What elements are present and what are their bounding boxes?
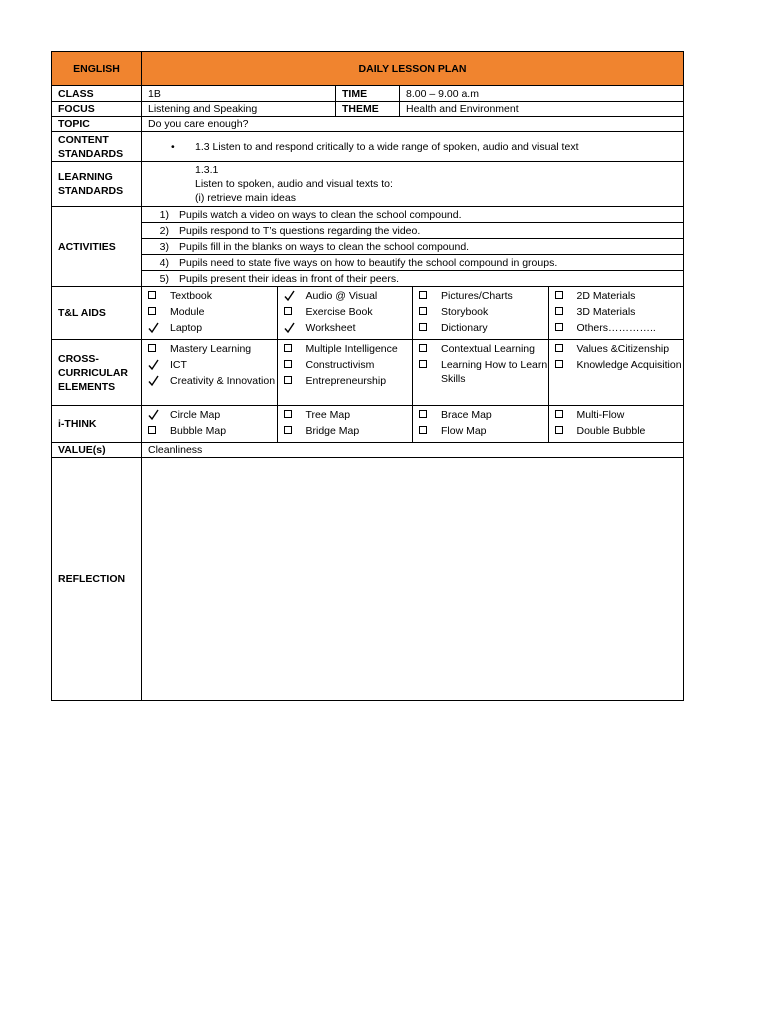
cross-curricular-label (52, 340, 142, 406)
activities-list (142, 207, 684, 287)
content-standards-label (52, 132, 142, 162)
checklist-option-label: Storybook (441, 306, 489, 318)
checkmark-icon[interactable] (148, 359, 159, 371)
checklist-option-label: ICT (170, 359, 187, 371)
checkbox-empty-icon[interactable] (419, 359, 430, 371)
checklist-option-label: 3D Materials (576, 306, 636, 318)
tl-aids-column (142, 287, 277, 339)
learning-standards-value (142, 162, 684, 207)
checklist-option-label: 2D Materials (576, 290, 636, 302)
checkbox-empty-icon[interactable] (419, 290, 430, 302)
checkbox-empty-icon[interactable] (284, 343, 295, 355)
activity-text: Pupils respond to T’s questions regarding the video. (179, 224, 421, 237)
cross-curricular-column (412, 340, 548, 405)
learning-standard-sub: (i) retrieve main ideas (195, 192, 296, 204)
checkbox-empty-icon[interactable] (555, 343, 566, 355)
learning-standard-code: 1.3.1 (195, 164, 219, 176)
checklist-option-label: Double Bubble (576, 425, 646, 437)
checklist-option[interactable] (284, 289, 413, 305)
checklist-option[interactable] (555, 424, 684, 440)
checklist-option[interactable] (284, 342, 413, 358)
cross-curricular-label-line: ELEMENTS (58, 380, 116, 393)
checkbox-empty-icon[interactable] (419, 343, 430, 355)
content-standards-label-line: CONTENT (58, 133, 109, 146)
cross-curricular-column (548, 340, 684, 405)
bullet: • (171, 140, 175, 153)
checklist-option[interactable] (555, 305, 684, 321)
activity-number: 4) (159, 256, 169, 269)
checklist-option[interactable] (284, 321, 413, 337)
learning-standards-label (52, 162, 142, 207)
reflection-label: REFLECTION (52, 458, 142, 701)
ithink-label: i-THINK (52, 406, 142, 443)
checklist-option[interactable] (419, 408, 548, 424)
checklist-option[interactable] (148, 424, 277, 440)
checklist-option[interactable] (419, 305, 548, 321)
tl-aids-label: T&L AIDS (52, 287, 142, 340)
tl-aids-column (412, 287, 548, 339)
checklist-option-label: Learning How to Learn Skills (441, 359, 548, 385)
checkbox-empty-icon[interactable] (284, 359, 295, 371)
activity-item (142, 239, 683, 255)
checklist-option[interactable] (284, 408, 413, 424)
activity-number: 2) (159, 224, 169, 237)
checklist-option-label: Entrepreneurship (305, 375, 387, 387)
checklist-option[interactable] (284, 358, 413, 374)
activity-item (142, 255, 683, 271)
activity-text: Pupils fill in the blanks on ways to clean the school compound. (179, 240, 470, 253)
focus-label: FOCUS (52, 102, 142, 117)
checklist-option[interactable] (284, 305, 413, 321)
checkbox-empty-icon[interactable] (148, 343, 159, 355)
time-label: TIME (336, 86, 400, 102)
checklist-option-label: Laptop (170, 322, 203, 334)
ithink-column (142, 406, 277, 442)
checklist-option[interactable] (148, 374, 277, 390)
checklist-option-label: Circle Map (170, 409, 221, 421)
activity-item (142, 223, 683, 239)
reflection-area (142, 458, 684, 701)
activity-item (142, 271, 683, 286)
checkbox-empty-icon[interactable] (555, 359, 566, 371)
ithink-column (412, 406, 548, 442)
focus-value: Listening and Speaking (142, 102, 336, 117)
checkbox-empty-icon[interactable] (148, 290, 159, 302)
checkbox-empty-icon[interactable] (419, 322, 430, 334)
cross-curricular-label-line: CURRICULAR (58, 366, 128, 379)
page-title: DAILY LESSON PLAN (142, 52, 684, 86)
checkmark-icon[interactable] (148, 375, 159, 387)
checklist-option-label: Brace Map (441, 409, 492, 421)
checklist-option-label: Module (170, 306, 205, 318)
ithink-column (548, 406, 684, 442)
tl-aids-column (548, 287, 684, 339)
checklist-option-label: Values &Citizenship (576, 343, 670, 355)
checkmark-icon[interactable] (148, 322, 159, 334)
activity-number: 1) (159, 208, 169, 221)
checklist-option-label: Bridge Map (305, 425, 360, 437)
checkbox-empty-icon[interactable] (555, 290, 566, 302)
checkbox-empty-icon[interactable] (555, 409, 566, 421)
activity-number: 5) (159, 272, 169, 285)
checklist-option[interactable] (555, 342, 684, 358)
checklist-option-label: Creativity & Innovation (170, 375, 276, 387)
checkbox-empty-icon[interactable] (419, 425, 430, 437)
checkbox-empty-icon[interactable] (284, 306, 295, 318)
checklist-option[interactable] (148, 321, 277, 337)
ithink-column (277, 406, 413, 442)
checkmark-icon[interactable] (284, 290, 295, 302)
checklist-option[interactable] (148, 358, 277, 374)
checklist-option[interactable] (419, 358, 548, 386)
theme-value: Health and Environment (400, 102, 684, 117)
checklist-option-label: Others………….. (576, 322, 656, 334)
content-standards-text: 1.3 Listen to and respond critically to a wide range of spoken, audio and visual text (195, 140, 579, 153)
activity-number: 3) (159, 240, 169, 253)
cross-curricular-grid (142, 340, 684, 406)
lesson-plan-sheet (51, 51, 683, 701)
checkbox-empty-icon[interactable] (555, 322, 566, 334)
checklist-option-label: Constructivism (305, 359, 375, 371)
activity-item (142, 207, 683, 223)
checklist-option[interactable] (555, 289, 684, 305)
checklist-option-label: Flow Map (441, 425, 487, 437)
checkbox-empty-icon[interactable] (419, 306, 430, 318)
content-standards-value (142, 132, 684, 162)
checklist-option-label: Dictionary (441, 322, 488, 334)
checklist-option-label: Multiple Intelligence (305, 343, 398, 355)
cross-curricular-column (142, 340, 277, 405)
topic-label: TOPIC (52, 117, 142, 132)
checklist-option-label: Textbook (170, 290, 213, 302)
subject-header: ENGLISH (52, 52, 142, 86)
tl-aids-column (277, 287, 413, 339)
class-value: 1B (142, 86, 336, 102)
time-value: 8.00 – 9.00 a.m (400, 86, 684, 102)
checklist-option-label: Audio @ Visual (305, 290, 378, 302)
checklist-option[interactable] (555, 358, 684, 374)
checklist-option-label: Worksheet (305, 322, 356, 334)
checklist-option-label: Mastery Learning (170, 343, 252, 355)
checklist-option-label: Exercise Book (305, 306, 373, 318)
checklist-option[interactable] (419, 342, 548, 358)
checklist-option[interactable] (419, 424, 548, 440)
values-value: Cleanliness (142, 443, 684, 458)
checklist-option-label: Contextual Learning (441, 343, 535, 355)
checklist-option[interactable] (148, 408, 277, 424)
checkbox-empty-icon[interactable] (555, 425, 566, 437)
checklist-option[interactable] (284, 424, 413, 440)
cross-curricular-column (277, 340, 413, 405)
checklist-option[interactable] (419, 289, 548, 305)
tl-aids-grid (142, 287, 684, 340)
activity-text: Pupils need to state five ways on how to beautify the school compound in groups. (179, 256, 558, 269)
checkbox-empty-icon[interactable] (284, 425, 295, 437)
checklist-option[interactable] (148, 305, 277, 321)
learning-standards-label-line: STANDARDS (58, 185, 124, 197)
checklist-option-label: Multi-Flow (576, 409, 625, 421)
checklist-option[interactable] (555, 408, 684, 424)
checklist-option[interactable] (555, 321, 684, 337)
activities-label: ACTIVITIES (52, 207, 142, 287)
checklist-option[interactable] (419, 321, 548, 337)
content-standards-label-line: STANDARDS (58, 147, 124, 160)
checklist-option-label: Knowledge Acquisition (576, 359, 682, 371)
topic-value: Do you care enough? (142, 117, 684, 132)
checklist-option[interactable] (148, 342, 277, 358)
checklist-option-label: Pictures/Charts (441, 290, 513, 302)
checklist-option-label: Bubble Map (170, 425, 227, 437)
class-label: CLASS (52, 86, 142, 102)
checkbox-empty-icon[interactable] (419, 409, 430, 421)
cross-curricular-label-line: CROSS- (58, 352, 99, 365)
checklist-option[interactable] (284, 374, 413, 390)
checklist-option[interactable] (148, 289, 277, 305)
ithink-grid (142, 406, 684, 443)
activity-text: Pupils watch a video on ways to clean the school compound. (179, 208, 462, 221)
checkbox-empty-icon[interactable] (148, 425, 159, 437)
checkbox-empty-icon[interactable] (148, 306, 159, 318)
checklist-option-label: Tree Map (305, 409, 351, 421)
checkbox-empty-icon[interactable] (284, 375, 295, 387)
checkmark-icon[interactable] (284, 322, 295, 334)
lesson-plan-table (51, 51, 684, 701)
values-label: VALUE(s) (52, 443, 142, 458)
theme-label: THEME (336, 102, 400, 117)
activity-text: Pupils present their ideas in front of their peers. (179, 272, 400, 285)
learning-standard-text: Listen to spoken, audio and visual texts to: (195, 178, 393, 190)
checkbox-empty-icon[interactable] (555, 306, 566, 318)
checkbox-empty-icon[interactable] (284, 409, 295, 421)
learning-standards-label-line: LEARNING (58, 171, 113, 183)
checkmark-icon[interactable] (148, 409, 159, 421)
